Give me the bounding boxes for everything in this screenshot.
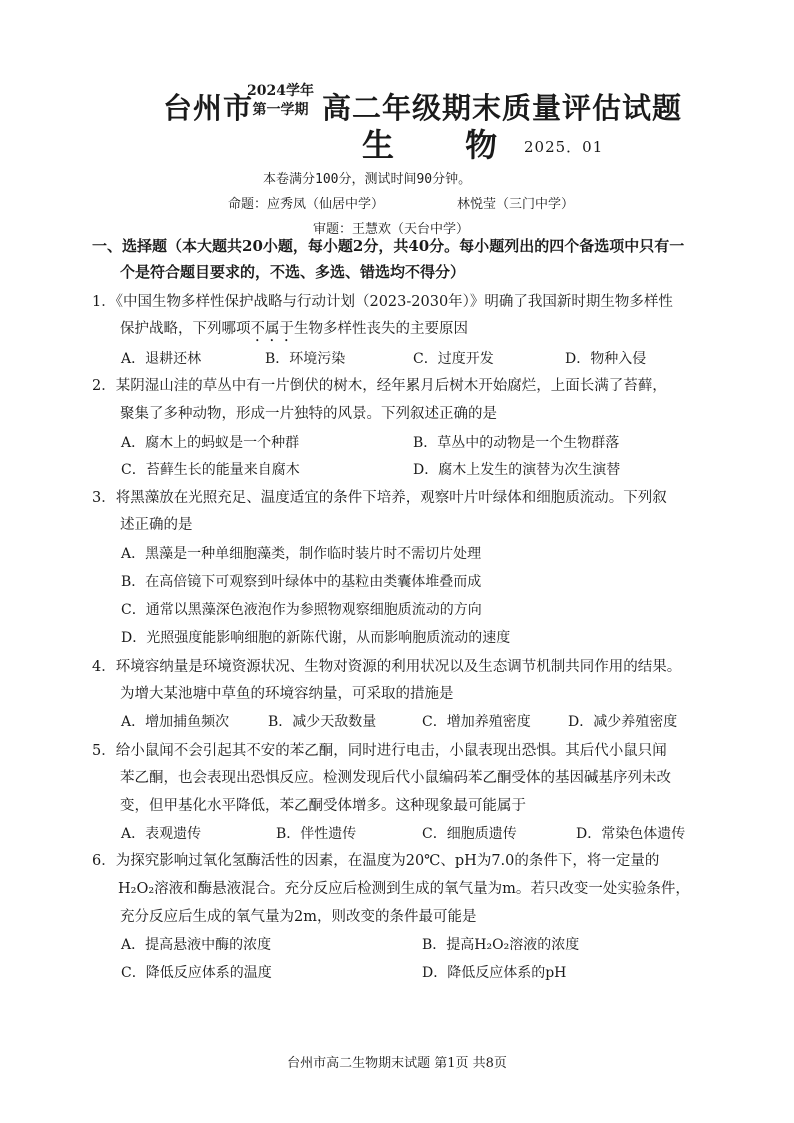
exam-info: 本卷满分100分，测试时间90分钟。	[263, 172, 472, 187]
q4-line1: 4．环境容纳量是环境资源状况、生物对资源的利用状况以及生态调节机制共同作用的结果。	[92, 659, 682, 675]
q1-option-c: C．过度开发	[413, 351, 494, 367]
q3-option-b: B．在高倍镜下可观察到叶绿体中的基粒由类囊体堆叠而成	[121, 574, 482, 590]
q2-line1: 2．某阴湿山洼的草丛中有一片倒伏的树木，经年累月后树木开始腐烂，上面长满了苔藓，	[92, 378, 667, 394]
q6-line2: H₂O₂溶液和酶悬液混合。充分反应后检测到生成的氧气量为m。若只改变一处实验条件，	[118, 881, 690, 897]
author-2: 林悦莹（三门中学）	[457, 197, 575, 212]
q1-line2	[120, 318, 468, 345]
q4-option-c: C．增加养殖密度	[422, 714, 531, 730]
q3-line1: 3．将黑藻放在光照充足、温度适宜的条件下培养，观察叶片叶绿体和细胞质流动。下列叙	[92, 490, 667, 506]
q1-line2-post: 生物多样性丧失的主要原因	[294, 321, 468, 337]
q5-line3: 变，但甲基化水平降低，苯乙酮受体增多。这种现象最可能属于	[120, 798, 526, 814]
section-heading-line1: 一、选择题（本大题共20小题，每小题2分，共40分。每小题列出的四个备选项中只有一	[92, 237, 685, 255]
q4-option-a: A．增加捕鱼频次	[121, 714, 230, 730]
q5-line1: 5．给小鼠闻不会引起其不安的苯乙酮，同时进行电击，小鼠表现出恐惧。其后代小鼠只闻	[92, 743, 667, 759]
q1-line1: 1．《中国生物多样性保护战略与行动计划（2023-2030年）》明确了我国新时期生物多样性	[92, 294, 673, 310]
q3-line2: 述正确的是	[120, 517, 193, 533]
q5-option-a: A．表观遗传	[121, 826, 202, 842]
q3-option-c: C．通常以黑藻深色液泡作为参照物观察细胞质流动的方向	[121, 602, 482, 618]
subject-title: 生 物	[362, 126, 528, 164]
exam-title: 高二年级期末质量评估试题	[322, 91, 683, 125]
q6-option-b: B．提高H₂O₂溶液的浓度	[422, 937, 580, 953]
q2-option-c: C．苔藓生长的能量来自腐木	[121, 462, 300, 478]
q1-option-a: A．退耕还林	[121, 351, 202, 367]
q6-option-c: C．降低反应体系的温度	[121, 965, 272, 981]
q5-option-c: C．细胞质遗传	[422, 826, 517, 842]
reviewer: 审题：王慧欢（天台中学）	[313, 222, 470, 237]
q2-option-b: B．草丛中的动物是一个生物群落	[413, 435, 620, 451]
q1-option-b: B．环境污染	[265, 351, 346, 367]
q1-option-d: D．物种入侵	[565, 351, 647, 367]
q6-option-a: A．提高悬液中酶的浓度	[121, 937, 272, 953]
q4-option-d: D．减少养殖密度	[568, 714, 678, 730]
q5-option-b: B．伴性遗传	[276, 826, 357, 842]
q4-option-b: B．减少天敌数量	[268, 714, 377, 730]
q6-line1: 6．为探究影响过氧化氢酶活性的因素，在温度为20℃、pH为7.0的条件下，将一定量的	[92, 853, 660, 869]
q4-line2: 为增大某池塘中草鱼的环境容纳量，可采取的措施是	[120, 686, 454, 702]
q6-line3: 充分反应后生成的氧气量为2m，则改变的条件最可能是	[120, 909, 477, 925]
q1-line2-pre: 保护战略，下列哪项	[120, 321, 251, 337]
author-1: 命题：应秀凤（仙居中学）	[228, 197, 385, 212]
title-year: 2024学年	[247, 83, 314, 99]
title-school-year	[247, 82, 314, 120]
q5-option-d: D．常染色体遗传	[576, 826, 686, 842]
q6-option-d: D．降低反应体系的pH	[422, 965, 567, 981]
q2-option-d: D．腐木上发生的演替为次生演替	[413, 462, 621, 478]
q3-option-a: A．黑藻是一种单细胞藻类，制作临时装片时不需切片处理	[121, 546, 482, 562]
q5-line2: 苯乙酮，也会表现出恐惧反应。检测发现后代小鼠编码苯乙酮受体的基因碱基序列未改	[120, 770, 671, 786]
title-term: 第一学期	[252, 102, 309, 118]
title-city: 台州市	[163, 91, 254, 125]
q3-option-d: D．光照强度能影响细胞的新陈代谢，从而影响胞质流动的速度	[121, 630, 511, 646]
q2-line2: 聚集了多种动物，形成一片独特的风景。下列叙述正确的是	[120, 406, 497, 422]
page-footer: 台州市高二生物期末试题 第1页 共8页	[287, 1056, 507, 1071]
q1-emphasis: 不属于	[250, 321, 294, 337]
exam-date: 2025．01	[524, 138, 604, 156]
q2-option-a: A．腐木上的蚂蚁是一个种群	[121, 435, 300, 451]
section-heading-line2: 个是符合题目要求的，不选、多选、错选均不得分）	[120, 263, 466, 281]
